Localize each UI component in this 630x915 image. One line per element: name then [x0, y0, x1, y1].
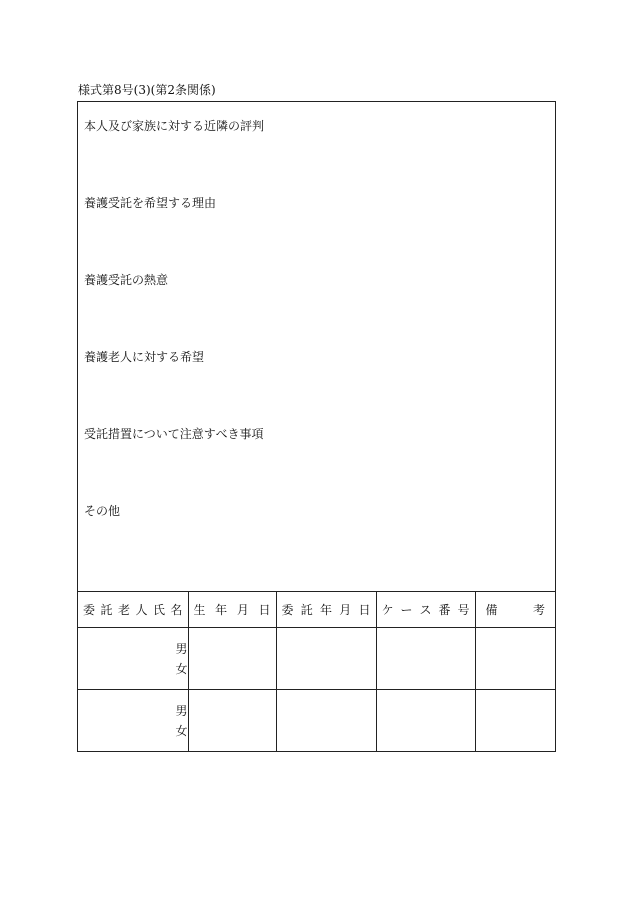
header-char: 備 — [485, 603, 498, 617]
header-char: ケ — [381, 603, 394, 617]
header-char: 名 — [170, 603, 183, 617]
birth-date-cell[interactable] — [188, 690, 276, 752]
header-case-number — [376, 592, 475, 628]
case-number-cell[interactable] — [376, 628, 475, 690]
header-placement-date — [276, 592, 376, 628]
header-elderly-name — [78, 592, 188, 628]
remarks-cell[interactable] — [475, 690, 555, 752]
section-label-reason-for-request: 養護受託を希望する理由 — [84, 196, 217, 210]
header-birth-date — [188, 592, 276, 628]
header-char: ー — [400, 603, 413, 617]
section-label-neighborhood-reputation: 本人及び家族に対する近隣の評判 — [84, 119, 265, 133]
remarks-cell[interactable] — [475, 628, 555, 690]
header-char: 生 — [193, 603, 206, 617]
header-char: 託 — [100, 603, 113, 617]
sex-male-label: 男 — [175, 641, 188, 656]
header-char: 番 — [438, 603, 451, 617]
header-char: 考 — [532, 603, 545, 617]
section-label-wishes-for-elderly: 養護老人に対する希望 — [84, 350, 205, 364]
table-row — [78, 690, 555, 752]
header-char: 年 — [319, 603, 332, 617]
header-char: 託 — [300, 603, 313, 617]
header-char: 日 — [358, 603, 371, 617]
sex-male-label: 男 — [175, 703, 188, 718]
section-label-notes-for-placement: 受託措置について注意すべき事項 — [84, 427, 264, 441]
header-char: 老 — [117, 603, 130, 617]
name-cell[interactable] — [78, 690, 188, 752]
header-char: 号 — [457, 603, 470, 617]
placement-date-cell[interactable] — [276, 628, 376, 690]
table-header-row — [78, 592, 555, 628]
birth-date-cell[interactable] — [188, 628, 276, 690]
form-title: 様式第8号(3)(第2条関係) — [78, 83, 216, 97]
header-char: 委 — [281, 603, 294, 617]
placement-date-cell[interactable] — [276, 690, 376, 752]
name-cell[interactable] — [78, 628, 188, 690]
placement-table — [78, 591, 555, 752]
header-char: 委 — [83, 603, 96, 617]
sex-female-label: 女 — [175, 661, 188, 676]
header-char: 月 — [236, 603, 249, 617]
table-row — [78, 628, 555, 690]
form-frame — [77, 101, 556, 752]
section-label-other: その他 — [84, 504, 121, 518]
header-char: 月 — [339, 603, 352, 617]
header-char: 人 — [135, 603, 148, 617]
header-char: ス — [419, 603, 432, 617]
header-char: 日 — [258, 603, 271, 617]
case-number-cell[interactable] — [376, 690, 475, 752]
header-char: 氏 — [152, 603, 165, 617]
header-char: 年 — [215, 603, 228, 617]
sex-female-label: 女 — [175, 723, 188, 738]
section-label-enthusiasm: 養護受託の熱意 — [84, 273, 169, 287]
header-remarks — [475, 592, 555, 628]
